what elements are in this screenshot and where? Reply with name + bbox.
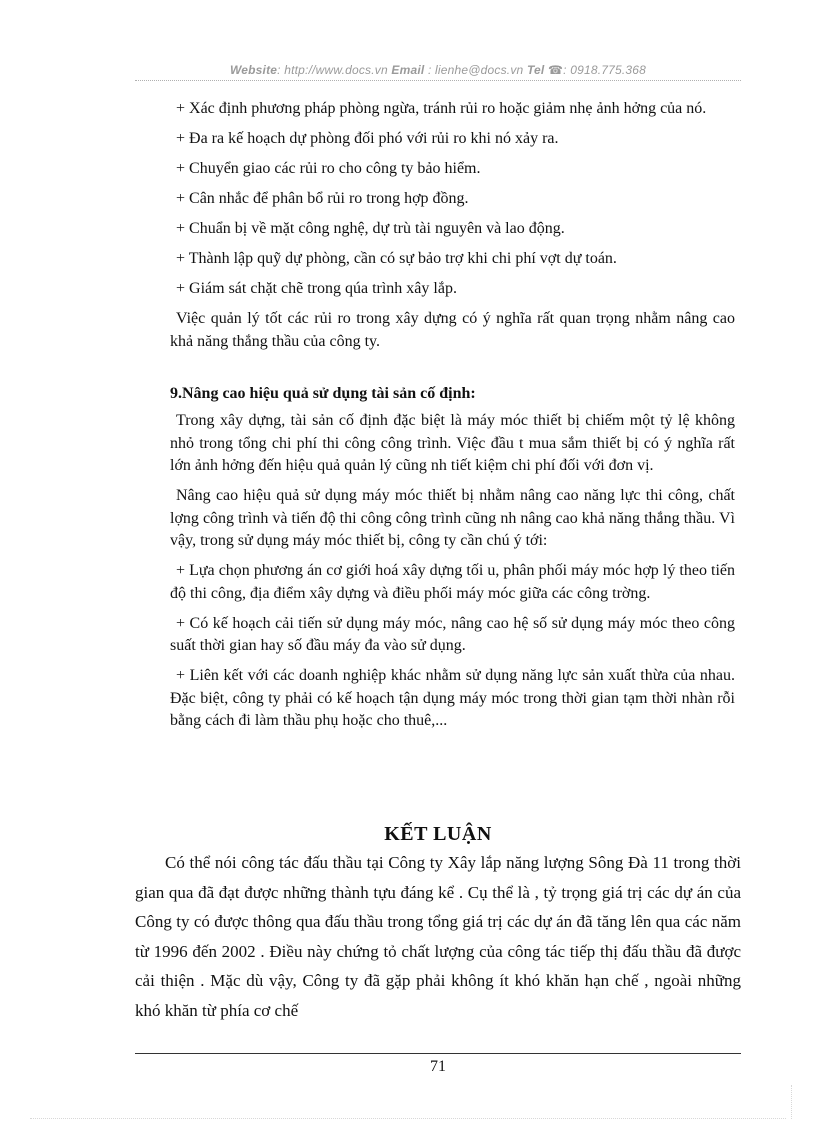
measure-item: + Cân nhắc để phân bổ rủi ro trong hợp đồng. <box>176 190 469 207</box>
page-header <box>135 63 741 77</box>
body-paragraph: Trong xây dựng, tài sản cố định đặc biệt là máy móc thiết bị chiếm một tỷ lệ không nhỏ trong tổng chi phí thi công công trình. Việc đầu t mua sắm thiết bị có ý nghĩa rất lớn ảnh hởng đến hiệu quả quản lý cũng nh tiết kiệm chi phí đối với đơn vị. <box>170 412 735 474</box>
page-border-corner <box>791 1085 792 1119</box>
measure-item: + Chuẩn bị về mặt công nghệ, dự trù tài nguyên và lao động. <box>176 220 565 237</box>
website-label: Website <box>229 63 278 77</box>
measure-item: + Xác định phương pháp phòng ngừa, tránh rủi ro hoặc giảm nhẹ ảnh hởng của nó. <box>176 100 707 117</box>
section-9-body <box>170 410 735 740</box>
measure-item: + Thành lập quỹ dự phòng, cần có sự bảo trợ khi chi phí vợt dự toán. <box>176 250 617 267</box>
tel-label: Tel <box>526 63 545 77</box>
website-value: : http://www.docs.vn <box>277 63 388 77</box>
measure-item: + Chuyển giao các rủi ro cho công ty bảo hiểm. <box>176 160 481 177</box>
phone-icon: ☎ <box>548 63 564 77</box>
measures-list <box>170 98 735 361</box>
email-label: Email <box>391 63 425 77</box>
page-border-bottom <box>30 1118 786 1119</box>
email-value: : lienhe@docs.vn <box>427 63 524 77</box>
conclusion-title: KẾT LUẬN <box>384 823 492 845</box>
page-number: 71 <box>430 1058 446 1075</box>
header-divider <box>135 80 741 81</box>
risk-summary-paragraph: Việc quản lý tốt các rủi ro trong xây dựng có ý nghĩa rất quan trọng nhằm nâng cao khả năng thắng thầu của công ty. <box>170 310 735 350</box>
measure-item: + Giám sát chặt chẽ trong qúa trình xây lắp. <box>176 280 457 297</box>
measure-item: + Đa ra kế hoạch dự phòng đối phó với rủi ro khi nó xảy ra. <box>176 130 559 147</box>
body-paragraph: Nâng cao hiệu quả sử dụng máy móc thiết bị nhằm nâng cao năng lực thi công, chất lợng công trình và tiến độ thi công công trình cũng nh nâng cao khả năng thắng thầu. Vì vậy, trong sử dụng máy móc thiết bị, công ty cần chú ý tới: <box>170 487 735 549</box>
tel-value: : 0918.775.368 <box>563 63 647 77</box>
section-9-heading: 9.Nâng cao hiệu quả sử dụng tài sản cố định: <box>170 385 476 402</box>
body-paragraph: + Có kế hoạch cải tiến sử dụng máy móc, nâng cao hệ số sử dụng máy móc theo công suất thời gian hay số đầu máy đa vào sử dụng. <box>170 614 735 654</box>
body-paragraph: + Lựa chọn phương án cơ giới hoá xây dựng tối u, phân phối máy móc hợp lý theo tiến độ thi công, địa điểm xây dựng và điều phối máy móc giữa các công trờng. <box>170 562 735 602</box>
footer-divider <box>135 1053 741 1054</box>
conclusion-paragraph: Có thể nói công tác đấu thầu tại Công ty Xây lắp năng lượng Sông Đà 11 trong thời gian qua đã đạt được những thành tựu đáng kể . Cụ thể là , tỷ trọng giá trị các dự án của Công ty có được thông qua đấu thầu trong tổng giá trị các dự án đã tăng lên qua các năm từ 1996 đến 2002 . Điều này chứng tỏ chất lượng của công tác tiếp thị đấu thầu đã được cải thiện . Mặc dù vậy, Công ty đã gặp phải không ít khó khăn hạn chế , ngoài những khó khăn từ phía cơ chế <box>135 853 741 1020</box>
body-paragraph: + Liên kết với các doanh nghiệp khác nhằm sử dụng năng lực sản xuất thừa của nhau. Đặc biệt, công ty phải có kế hoạch tận dụng máy móc trong thời gian tạm thời nhàn rỗi bằng cách đi làm thầu phụ hoặc cho thuê,... <box>170 667 735 729</box>
